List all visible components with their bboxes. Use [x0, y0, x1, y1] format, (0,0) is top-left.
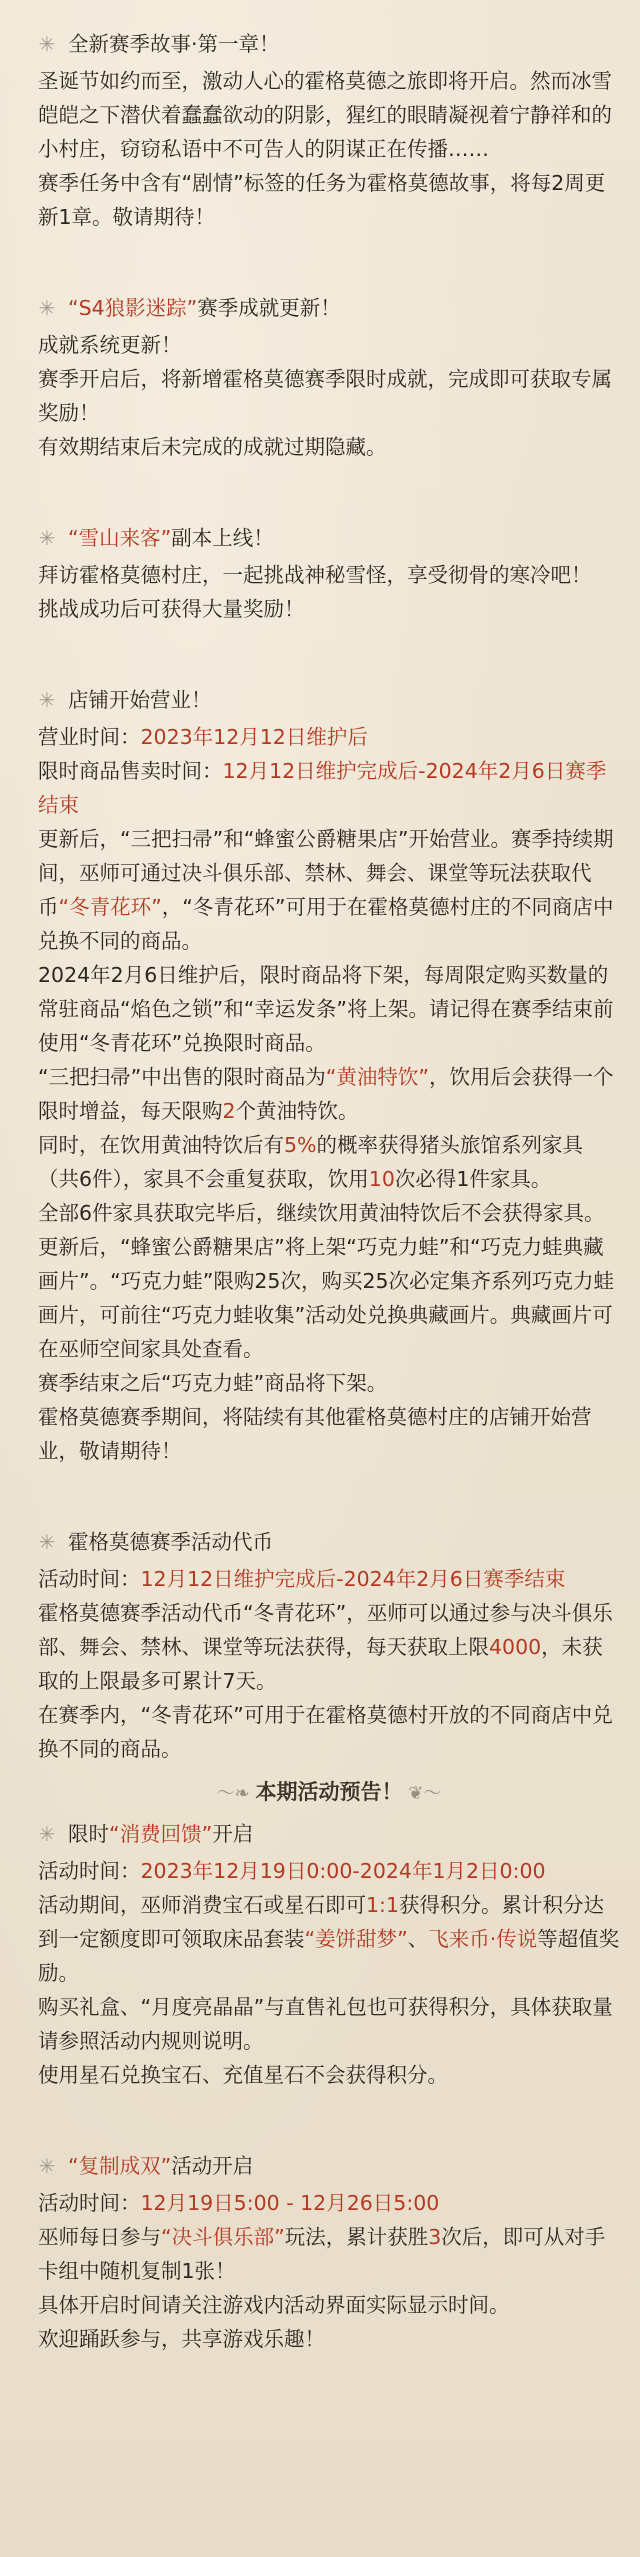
text-run: 营业时间： — [38, 725, 141, 749]
text-run: ，未获取的上限最多可累计7天。 — [38, 1635, 603, 1693]
highlight-text: 1:1 — [366, 1893, 399, 1917]
section-paragraph — [38, 754, 620, 822]
text-run: 活动期间，巫师消费宝石或星石即可 — [38, 1893, 366, 1917]
announcement-section — [38, 522, 620, 626]
highlight-text: 飞来币·传说 — [428, 1927, 538, 1951]
section-heading — [38, 2150, 620, 2182]
text-run: ，饮用后会获得一个限时增益，每天限购 — [38, 1065, 614, 1123]
star-bullet-icon: ✳ — [38, 2154, 56, 2178]
star-bullet-icon: ✳ — [38, 32, 56, 56]
text-run: 玩法，累计获胜 — [284, 2225, 429, 2249]
text-run: 副本上线！ — [171, 526, 274, 550]
text-run: 、 — [407, 1927, 429, 1951]
section-paragraph — [38, 1562, 620, 1596]
highlight-text: “冬青花环” — [58, 895, 162, 919]
section-paragraph — [38, 64, 620, 166]
text-run: 次必得1件家具。 — [394, 1167, 552, 1191]
section-paragraph — [38, 1128, 620, 1196]
text-run: 全新赛季故事·第一章！ — [68, 32, 280, 56]
text-run: 赛季开启后，将新增霍格莫德赛季限时成就，完成即可获取专属奖励！ — [38, 367, 612, 425]
section-paragraph — [38, 558, 620, 592]
section-heading — [38, 1526, 620, 1558]
highlight-text: “决斗俱乐部” — [161, 2225, 285, 2249]
text-run: 有效期结束后未完成的成就过期隐藏。 — [38, 435, 387, 459]
highlight-text: 4000 — [489, 1635, 542, 1659]
section-paragraph — [38, 1060, 620, 1128]
text-run: ，“冬青花环”可用于在霍格莫德村庄的不同商店中兑换不同的商品。 — [38, 895, 614, 953]
section-paragraph — [38, 1888, 620, 1990]
preview-banner — [38, 1774, 620, 1810]
event-section — [38, 1818, 620, 2092]
star-bullet-icon: ✳ — [38, 688, 56, 712]
section-paragraph — [38, 1990, 620, 2058]
text-run: 赛季成就更新！ — [197, 296, 341, 320]
season-sections — [38, 28, 620, 1766]
banner-title: 本期活动预告！ — [255, 1780, 403, 1804]
text-run: 活动时间： — [38, 1859, 141, 1883]
section-paragraph — [38, 328, 620, 362]
highlight-text: “雪山来客” — [68, 526, 172, 550]
text-run: 的概率获得猪头旅馆系列家具（共6件），家具不会重复获取，饮用 — [38, 1133, 584, 1191]
text-run: 霍格莫德赛季期间，将陆续有其他霍格莫德村庄的店铺开始营业，敬请期待！ — [38, 1405, 592, 1463]
section-paragraph — [38, 1596, 620, 1698]
highlight-text: 5% — [284, 1133, 317, 1157]
event-sections — [38, 1818, 620, 2356]
text-run: 购买礼盒、“月度亮晶晶”与直售礼包也可获得积分，具体获取量请参照活动内规则说明。 — [38, 1995, 613, 2053]
section-paragraph — [38, 362, 620, 430]
text-run: 霍格莫德赛季活动代币“冬青花环”，巫师可以通过参与决斗俱乐部、舞会、禁林、课堂等玩法获得，每天获取上限 — [38, 1601, 613, 1659]
text-run: 挑战成功后可获得大量奖励！ — [38, 597, 305, 621]
announcement-section — [38, 28, 620, 234]
star-bullet-icon: ✳ — [38, 1822, 56, 1846]
text-run: 赛季任务中含有“剧情”标签的任务为霍格莫德故事，将每2周更新1章。敬请期待！ — [38, 171, 606, 229]
banner-left-ornament: 〜❧ — [216, 1783, 256, 1804]
highlight-text: 12月12日维护完成后-2024年2月6日赛季结束 — [38, 759, 607, 817]
section-paragraph — [38, 822, 620, 958]
text-run: 拜访霍格莫德村庄，一起挑战神秘雪怪，享受彻骨的寒冷吧！ — [38, 563, 592, 587]
highlight-text: “黄油特饮” — [325, 1065, 429, 1089]
section-heading — [38, 522, 620, 554]
highlight-text: “消费回馈” — [109, 1822, 213, 1846]
text-run: 活动时间： — [38, 2191, 141, 2215]
announcement-section — [38, 1526, 620, 1766]
text-run: “三把扫帚”中出售的限时商品为 — [38, 1065, 326, 1089]
text-run: 活动开启 — [171, 2154, 254, 2178]
star-bullet-icon: ✳ — [38, 526, 56, 550]
announcement-section — [38, 684, 620, 1468]
section-heading — [38, 684, 620, 716]
text-run: 更新后，“蜂蜜公爵糖果店”将上架“巧克力蛙”和“巧克力蛙典藏画片”。“巧克力蛙”限购25次，购买25次必定集齐系列巧克力蛙画片，可前往“巧克力蛙收集”活动处兑换典藏画片。典藏画片可在巫师空间家具处查看。 — [38, 1235, 615, 1361]
highlight-text: 10 — [368, 1167, 395, 1191]
highlight-text: 12月12日维护完成后-2024年2月6日赛季结束 — [140, 1567, 566, 1591]
section-paragraph — [38, 2288, 620, 2322]
section-heading — [38, 1818, 620, 1850]
section-paragraph — [38, 1698, 620, 1766]
star-bullet-icon: ✳ — [38, 1530, 56, 1554]
text-run: 限时 — [68, 1822, 109, 1846]
text-run: 2024年2月6日维护后，限时商品将下架，每周限定购买数量的常驻商品“焰色之锁”和“幸运发条”将上架。请记得在赛季结束前使用“冬青花环”兑换限时商品。 — [38, 963, 614, 1055]
section-paragraph — [38, 720, 620, 754]
text-run: 同时，在饮用黄油特饮后有 — [38, 1133, 284, 1157]
section-paragraph — [38, 1366, 620, 1400]
text-run: 赛季结束之后“巧克力蛙”商品将下架。 — [38, 1371, 388, 1395]
text-run: 更新后，“三把扫帚”和“蜂蜜公爵糖果店”开始营业。赛季持续期间，巫师可通过决斗俱乐部、禁林、舞会、课堂等玩法获取代币 — [38, 827, 614, 919]
text-run: 限时商品售卖时间： — [38, 759, 223, 783]
highlight-text: “S4狼影迷踪” — [68, 296, 198, 320]
section-heading — [38, 292, 620, 324]
text-run: 等超值奖励。 — [38, 1927, 620, 1985]
text-run: 巫师每日参与 — [38, 2225, 161, 2249]
section-paragraph — [38, 2220, 620, 2288]
section-paragraph — [38, 592, 620, 626]
text-run: 活动时间： — [38, 1567, 141, 1591]
text-run: 欢迎踊跃参与，共享游戏乐趣！ — [38, 2327, 325, 2351]
text-run: 个黄油特饮。 — [235, 1099, 359, 1123]
section-paragraph — [38, 1196, 620, 1230]
highlight-text: 3 — [428, 2225, 442, 2249]
text-run: 圣诞节如约而至，激动人心的霍格莫德之旅即将开启。然而冰雪皑皑之下潜伏着蠢蠢欲动的阴影，猩红的眼睛凝视着宁静祥和的小村庄，窃窃私语中不可告人的阴谋正在传播…… — [38, 69, 612, 161]
text-run: 成就系统更新！ — [38, 333, 182, 357]
text-run: 全部6件家具获取完毕后，继续饮用黄油特饮后不会获得家具。 — [38, 1201, 605, 1225]
text-run: 次后，即可从对手卡组中随机复制1张！ — [38, 2225, 606, 2283]
announcement-section — [38, 292, 620, 464]
highlight-text: 2023年12月12日维护后 — [140, 725, 368, 749]
text-run: 开启 — [212, 1822, 254, 1846]
section-paragraph — [38, 2058, 620, 2092]
star-bullet-icon: ✳ — [38, 296, 56, 320]
section-heading — [38, 28, 620, 60]
section-paragraph — [38, 2186, 620, 2220]
section-paragraph — [38, 1230, 620, 1366]
highlight-text: 12月19日5:00 - 12月26日5:00 — [140, 2191, 440, 2215]
section-paragraph — [38, 430, 620, 464]
highlight-text: “复制成双” — [68, 2154, 172, 2178]
section-paragraph — [38, 958, 620, 1060]
text-run: 使用星石兑换宝石、充值星石不会获得积分。 — [38, 2063, 448, 2087]
text-run: 获得积分。累计积分达到一定额度即可领取床品套装 — [38, 1893, 604, 1951]
event-section — [38, 2150, 620, 2356]
section-paragraph — [38, 2322, 620, 2356]
highlight-text: “姜饼甜梦” — [304, 1927, 408, 1951]
section-paragraph — [38, 1400, 620, 1468]
text-run: 具体开启时间请关注游戏内活动界面实际显示时间。 — [38, 2293, 510, 2317]
section-paragraph — [38, 1854, 620, 1888]
highlight-text: 2 — [222, 1099, 236, 1123]
section-paragraph — [38, 166, 620, 234]
text-run: 在赛季内，“冬青花环”可用于在霍格莫德村开放的不同商店中兑换不同的商品。 — [38, 1703, 613, 1761]
text-run: 店铺开始营业！ — [68, 688, 212, 712]
text-run: 霍格莫德赛季活动代币 — [68, 1530, 273, 1554]
banner-right-ornament: ❦〜 — [402, 1783, 442, 1804]
highlight-text: 2023年12月19日0:00-2024年1月2日0:00 — [140, 1859, 546, 1883]
